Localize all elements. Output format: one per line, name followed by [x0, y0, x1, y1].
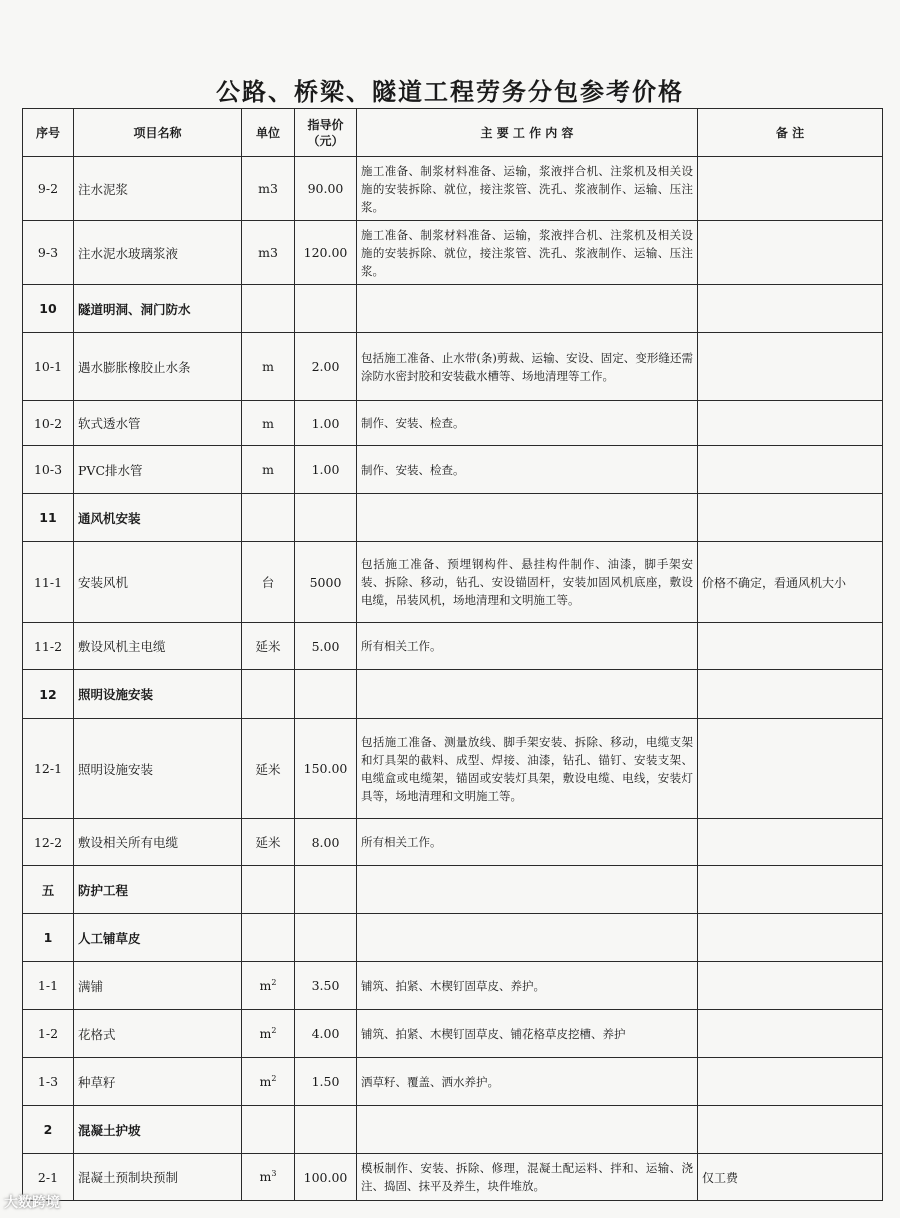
row-seq: 1-1	[23, 962, 74, 1010]
row-price: 8.00	[295, 819, 357, 866]
table-row	[23, 623, 883, 670]
row-unit	[242, 670, 295, 719]
row-unit: 延米	[242, 719, 295, 819]
table-row	[23, 719, 883, 819]
row-note	[698, 333, 883, 401]
table-row	[23, 1154, 883, 1201]
row-name: 注水泥浆	[74, 157, 242, 221]
row-price: 1.00	[295, 401, 357, 446]
row-unit	[242, 1154, 295, 1201]
row-note	[698, 819, 883, 866]
row-work	[357, 914, 698, 962]
row-unit: m	[242, 333, 295, 401]
row-seq: 1-3	[23, 1058, 74, 1106]
row-work: 铺筑、拍紧、木楔钉固草皮、养护。	[357, 962, 698, 1010]
price-table	[22, 108, 883, 1201]
row-note	[698, 719, 883, 819]
unit-superscript: 2	[271, 977, 277, 987]
table-row	[23, 1010, 883, 1058]
row-work: 施工准备、制浆材料准备、运输，浆液拌合机、注浆机及相关设施的安装拆除、就位，接注浆管、洗孔、浆液制作、运输、压注浆。	[357, 221, 698, 285]
row-price: 5.00	[295, 623, 357, 670]
row-name: 满铺	[74, 962, 242, 1010]
table-row	[23, 446, 883, 494]
row-note: 仅工费	[698, 1154, 883, 1201]
row-price: 4.00	[295, 1010, 357, 1058]
row-name: 敷设相关所有电缆	[74, 819, 242, 866]
row-unit	[242, 914, 295, 962]
row-work: 制作、安装、检查。	[357, 446, 698, 494]
row-name: 安装风机	[74, 542, 242, 623]
row-unit	[242, 866, 295, 914]
row-seq: 五	[23, 866, 74, 914]
table-header-row	[23, 109, 883, 157]
row-unit: m	[242, 446, 295, 494]
row-note	[698, 1010, 883, 1058]
row-seq: 2	[23, 1106, 74, 1154]
section-row	[23, 285, 883, 333]
row-note	[698, 962, 883, 1010]
row-seq: 1	[23, 914, 74, 962]
header-name: 项目名称	[74, 109, 242, 157]
row-note: 价格不确定，看通风机大小	[698, 542, 883, 623]
row-work: 施工准备、制浆材料准备、运输，浆液拌合机、注浆机及相关设施的安装拆除、就位，接注浆管、洗孔、浆液制作、运输、压注浆。	[357, 157, 698, 221]
row-price: 150.00	[295, 719, 357, 819]
table-row	[23, 157, 883, 221]
document-title: 公路、桥梁、隧道工程劳务分包参考价格	[216, 78, 684, 106]
section-row	[23, 494, 883, 542]
row-seq: 12-1	[23, 719, 74, 819]
section-row	[23, 866, 883, 914]
section-row	[23, 1106, 883, 1154]
row-note	[698, 157, 883, 221]
row-work: 洒草籽、覆盖、洒水养护。	[357, 1058, 698, 1106]
row-name: 通风机安装	[74, 494, 242, 542]
row-work: 所有相关工作。	[357, 819, 698, 866]
row-price: 5000	[295, 542, 357, 623]
row-price: 1.00	[295, 446, 357, 494]
unit-superscript: 2	[271, 1025, 277, 1035]
unit-text: m	[259, 1026, 272, 1042]
table-row	[23, 401, 883, 446]
row-note	[698, 914, 883, 962]
row-work	[357, 494, 698, 542]
row-name: 注水泥水玻璃浆液	[74, 221, 242, 285]
row-note	[698, 221, 883, 285]
row-name: 混凝土护坡	[74, 1106, 242, 1154]
row-note	[698, 446, 883, 494]
row-unit	[242, 962, 295, 1010]
row-unit: m	[242, 401, 295, 446]
row-name: 混凝土预制块预制	[74, 1154, 242, 1201]
row-name: 种草籽	[74, 1058, 242, 1106]
row-seq: 10	[23, 285, 74, 333]
row-price	[295, 914, 357, 962]
row-unit	[242, 285, 295, 333]
row-unit	[242, 1058, 295, 1106]
row-name: 人工铺草皮	[74, 914, 242, 962]
row-seq: 12-2	[23, 819, 74, 866]
row-work	[357, 1106, 698, 1154]
row-work	[357, 670, 698, 719]
row-name: 照明设施安装	[74, 670, 242, 719]
row-note	[698, 866, 883, 914]
row-unit: 延米	[242, 623, 295, 670]
row-note	[698, 1106, 883, 1154]
row-seq: 9-3	[23, 221, 74, 285]
row-name: 敷设风机主电缆	[74, 623, 242, 670]
unit-superscript: 2	[271, 1073, 277, 1083]
row-price: 120.00	[295, 221, 357, 285]
row-name: PVC排水管	[74, 446, 242, 494]
header-price: 指导价（元）	[295, 109, 357, 157]
row-work: 制作、安装、检查。	[357, 401, 698, 446]
row-seq: 10-3	[23, 446, 74, 494]
row-work: 包括施工准备、止水带(条)剪裁、运输、安设、固定、变形缝还需涂防水密封胶和安装截水槽等、场地清理等工作。	[357, 333, 698, 401]
row-name: 照明设施安装	[74, 719, 242, 819]
row-note	[698, 494, 883, 542]
row-work	[357, 285, 698, 333]
row-work: 包括施工准备、测量放线、脚手架安装、拆除、移动，电缆支架和灯具架的截料、成型、焊接、油漆，钻孔、锚钉、安装支架、电缆盒或电缆架，锚固或安装灯具架，敷设电缆、电线，安装灯具等，场地清理和文明施工等。	[357, 719, 698, 819]
row-price: 3.50	[295, 962, 357, 1010]
section-row	[23, 914, 883, 962]
table-row	[23, 962, 883, 1010]
row-seq: 10-2	[23, 401, 74, 446]
row-seq: 11-1	[23, 542, 74, 623]
table-row	[23, 819, 883, 866]
row-note	[698, 401, 883, 446]
table-row	[23, 542, 883, 623]
unit-text: m	[259, 978, 272, 994]
row-seq: 1-2	[23, 1010, 74, 1058]
row-price	[295, 670, 357, 719]
row-name: 防护工程	[74, 866, 242, 914]
row-price	[295, 494, 357, 542]
header-note: 备 注	[698, 109, 883, 157]
row-price: 90.00	[295, 157, 357, 221]
row-name: 软式透水管	[74, 401, 242, 446]
row-note	[698, 1058, 883, 1106]
unit-text: m	[259, 1169, 272, 1185]
row-name: 遇水膨胀橡胶止水条	[74, 333, 242, 401]
row-unit	[242, 494, 295, 542]
unit-superscript: 3	[271, 1169, 277, 1179]
row-work	[357, 866, 698, 914]
table-row	[23, 333, 883, 401]
row-name: 花格式	[74, 1010, 242, 1058]
row-seq: 11-2	[23, 623, 74, 670]
row-price	[295, 285, 357, 333]
unit-text: m	[259, 1074, 272, 1090]
row-price: 100.00	[295, 1154, 357, 1201]
row-seq: 12	[23, 670, 74, 719]
watermark-logo: 大数跨境	[4, 1195, 60, 1211]
row-seq: 10-1	[23, 333, 74, 401]
table-row	[23, 1058, 883, 1106]
row-seq: 11	[23, 494, 74, 542]
row-note	[698, 285, 883, 333]
row-price: 2.00	[295, 333, 357, 401]
header-unit: 单位	[242, 109, 295, 157]
row-unit	[242, 1010, 295, 1058]
row-note	[698, 623, 883, 670]
table-row	[23, 221, 883, 285]
row-note	[698, 670, 883, 719]
row-unit: 延米	[242, 819, 295, 866]
row-seq: 2-1	[23, 1154, 74, 1201]
section-row	[23, 670, 883, 719]
row-price	[295, 1106, 357, 1154]
row-seq: 9-2	[23, 157, 74, 221]
row-unit: m3	[242, 157, 295, 221]
row-work: 包括施工准备、预埋钢构件、悬挂构件制作、油漆，脚手架安装、拆除、移动，钻孔、安设锚固杆，安装加固风机底座，敷设电缆，吊装风机，场地清理和文明施工等。	[357, 542, 698, 623]
row-price	[295, 866, 357, 914]
row-work: 铺筑、拍紧、木楔钉固草皮、铺花格草皮挖槽、养护	[357, 1010, 698, 1058]
row-work: 模板制作、安装、拆除、修理，混凝土配运料、拌和、运输、浇注、捣固、抹平及养生，块件堆放。	[357, 1154, 698, 1201]
row-unit: 台	[242, 542, 295, 623]
table-body	[23, 157, 883, 1201]
header-seq: 序号	[23, 109, 74, 157]
row-name: 隧道明洞、洞门防水	[74, 285, 242, 333]
row-unit: m3	[242, 221, 295, 285]
row-price: 1.50	[295, 1058, 357, 1106]
header-work: 主 要 工 作 内 容	[357, 109, 698, 157]
row-unit	[242, 1106, 295, 1154]
row-work: 所有相关工作。	[357, 623, 698, 670]
